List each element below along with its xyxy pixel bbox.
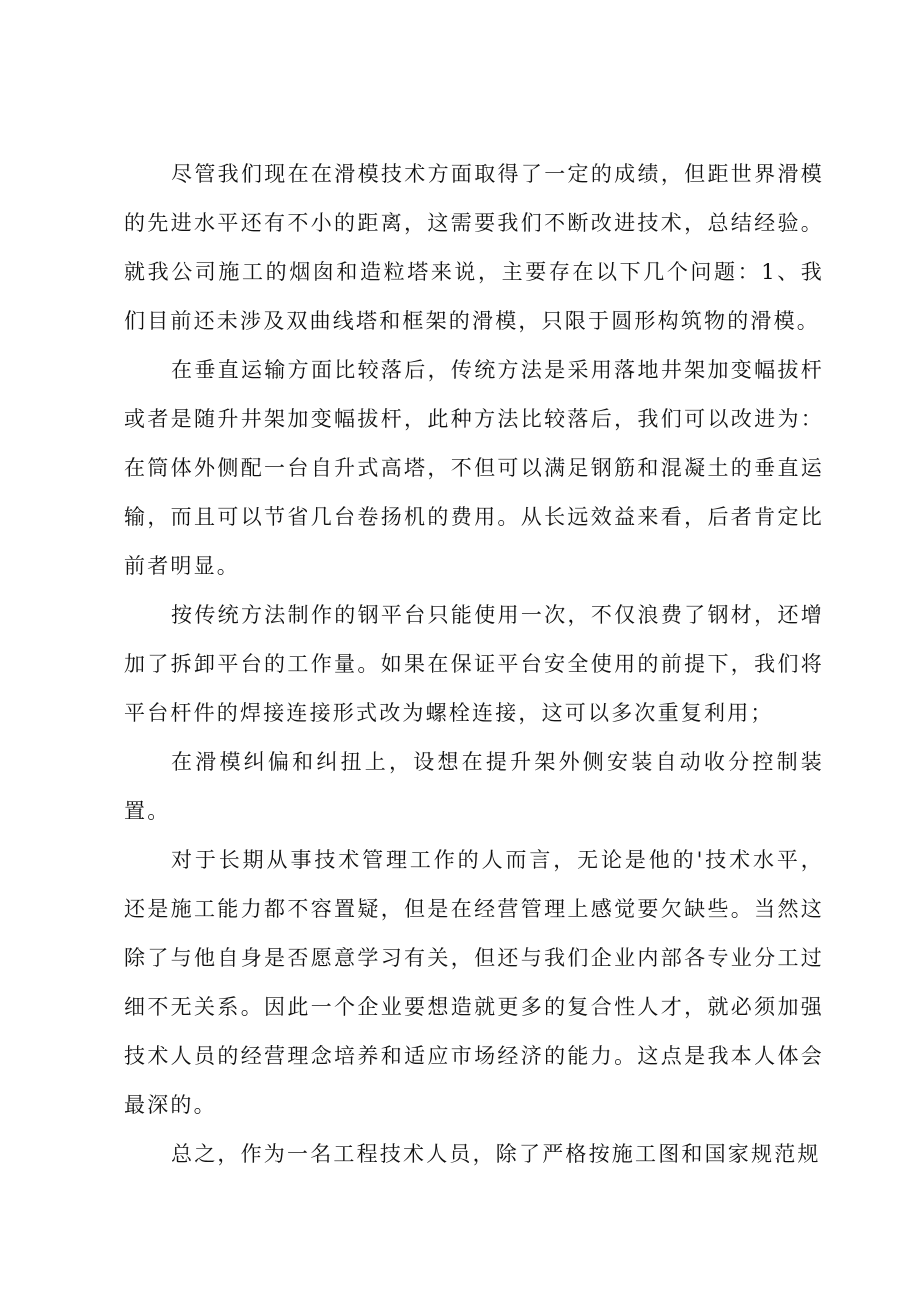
paragraph-5: 对于长期从事技术管理工作的人而言，无论是他的'技术水平，还是施工能力都不容置疑，但是在经营管理上感觉要欠缺些。当然这除了与他自身是否愿意学习有关，但还与我们企业内部各专业分工过细不无关系。因此一个企业要想造就更多的复合性人才，就必须加强技术人员的经营理念培养和适应市场经济的能力。这点是我本人体会最深的。 (124, 848, 824, 1117)
paragraph-6: 总之，作为一名工程技术人员，除了严格按施工图和国家规范规 (171, 1142, 821, 1166)
paragraph-3: 按传统方法制作的钢平台只能使用一次，不仅浪费了钢材，还增加了拆卸平台的工作量。如果在保证平台安全使用的前提下，我们将平台杆件的焊接连接形式改为螺栓连接，这可以多次重复利用； (124, 603, 824, 725)
paragraph-2: 在垂直运输方面比较落后，传统方法是采用落地井架加变幅拔杆或者是随升井架加变幅拔杆，此种方法比较落后，我们可以改进为：在筒体外侧配一台自升式高塔，不但可以满足钢筋和混凝土的垂直运输，而且可以节省几台卷扬机的费用。从长远效益来看，后者肯定比前者明显。 (124, 358, 824, 578)
paragraph-4: 在滑模纠偏和纠扭上，设想在提升架外侧安装自动收分控制装置。 (124, 750, 824, 823)
document-body (124, 150, 824, 1179)
paragraph-1: 尽管我们现在在滑模技术方面取得了一定的成绩，但距世界滑模的先进水平还有不小的距离，这需要我们不断改进技术，总结经验。就我公司施工的烟囱和造粒塔来说，主要存在以下几个问题：1、我们目前还未涉及双曲线塔和框架的滑模，只限于圆形构筑物的滑模。 (124, 162, 824, 333)
